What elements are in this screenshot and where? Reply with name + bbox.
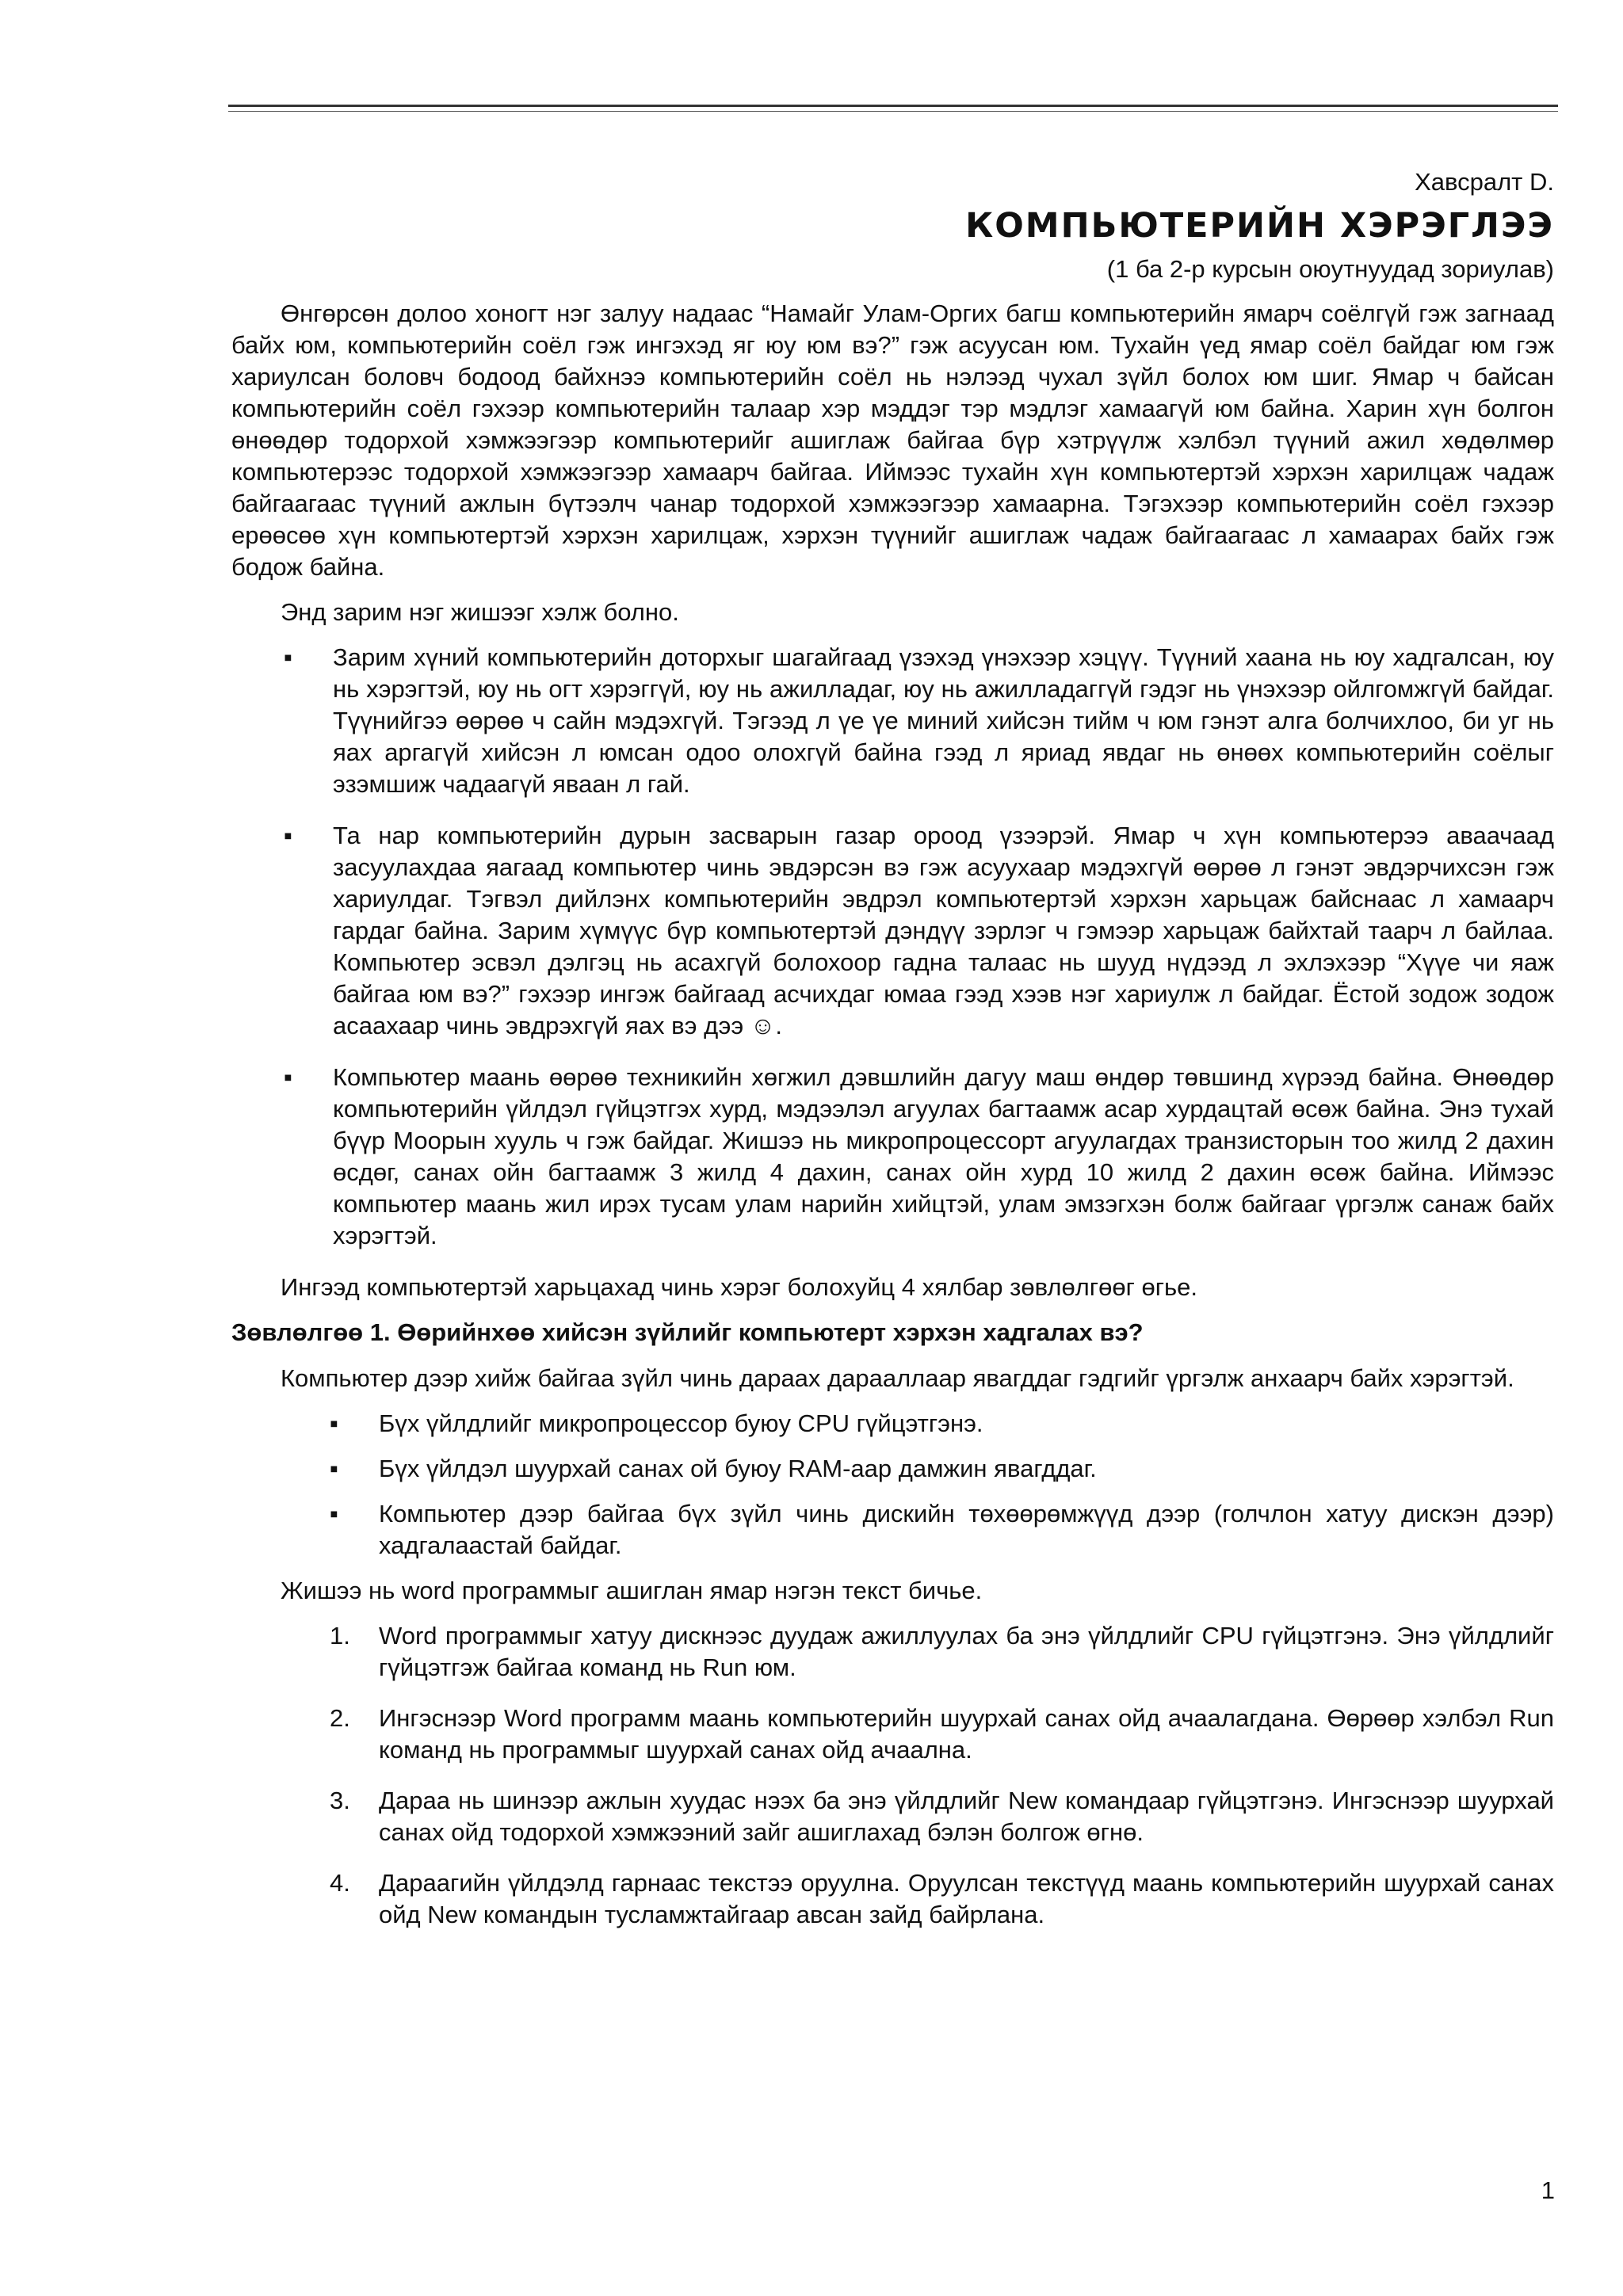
advice-1-intro: Компьютер дээр хийж байгаа зүйл чинь дараах дарааллаар явагддаг гэдгийг үргэлж анхаарч байх хэрэгтэй. <box>281 1364 1514 1392</box>
step-number: 2. <box>330 1704 350 1732</box>
list-item-text: Дараагийн үйлдэлд гарнаас текстээ оруулна. Оруулсан текстүүд маань компьютерийн шуурхай санах ойд New командын тусламжтайгаар авсан зайд байрлана. <box>379 1869 1554 1928</box>
list-item-text: Word программыг хатуу дискнээс дуудаж ажиллуулах ба энэ үйлдлийг CPU гүйцэтгэнэ. Энэ үйлдлийг гүйцэтгэж байгаа команд нь Run юм. <box>379 1622 1554 1681</box>
advice-1-heading: Зөвлөлгөө 1. Өөрийнхөө хийсэн зүйлийг компьютерт хэрхэн хадгалах вэ? <box>231 1318 1144 1346</box>
list-item <box>231 1453 1554 1485</box>
bullet-icon: ▪ <box>284 643 292 671</box>
list-item-text: Компьютер маань өөрөө техникийн хөгжил дэвшлийн дагуу маш өндөр төвшинд хүрээд байна. Өнөөдөр компьютерийн үйлдэл гүйцэтгэх хурд, мэдээлэл агуулах багтаамж асар хурдацтай өсөж байна. Энэ тухай бүүр Моорын хууль ч гэж байдаг. Жишээ нь микропроцессорт агуулагдах транзисторын тоо жилд 2 дахин өсдөг, санах ойн багтаамж 3 жилд 4 дахин, санах ойн хурд 10 жилд 2 дахин өсөж байна. Иймээс компьютер маань жил ирэх тусам улам нарийн хийцтэй, улам эмзэгхэн болж байгааг үргэлж санаж байх хэрэгтэй. <box>333 1063 1554 1249</box>
document-subtitle: (1 ба 2-р курсын оюутнуудад зориулав) <box>1106 255 1554 283</box>
list-item-text: Зарим хүний компьютерийн доторхыг шагайгаад үзэхэд үнэхээр хэцүү. Түүний хаана нь юу хадгалсан, юу нь хэрэгтэй, юу нь огт хэрэггүй, юу нь ажилладаг, юу нь ажилладаггүй гэдэг нь үнэхээр ойлгомжгүй байдаг. Түүнийгээ өөрөө ч сайн мэдэхгүй. Тэгээд л үе үе миний хийсэн тийм ч юм гэнэт алга болчихлоо, би уг нь яах аргагүй хийсэн л юмсан одоо олохгүй байна гээд л яриад явдаг нь өнөөх компьютерийн соёлыг эзэмшиж чадаагүй яваан л гай. <box>333 643 1554 798</box>
advice-1-example-intro: Жишээ нь word программыг ашиглан ямар нэгэн текст бичье. <box>281 1577 983 1604</box>
list-item <box>231 1498 1554 1562</box>
step-number: 4. <box>330 1869 350 1897</box>
document-page <box>231 166 1554 1950</box>
examples-closing: Ингээд компьютертэй харьцахад чинь хэрэг болохуйц 4 хялбар зөвлөлгөөг өгье. <box>281 1273 1198 1301</box>
intro-paragraph: Өнгөрсөн долоо хоногт нэг залуу надаас “Намайг Улам-Оргих багш компьютерийн ямарч соёлгүй гэж загнаад байх юм, компьютерийн соёл гэж ингэхэд яг юу юм вэ?” гэж асуусан юм. Тухайн үед ямар соёл байдаг юм гэж хариулсан боловч бодоод байхнээ компьютерийн соёл нь нэлээд чухал зүйл болох юм шиг. Ямар ч байсан компьютерийн соёл гэхээр компьютерийн талаар хэр мэддэг тэр мэдлэг хамаагүй юм байна. Харин хүн болгон өнөөдөр тодорхой хэмжээгээр компьютерийг ашиглаж байгаа бүр хэтрүүлж хэлбэл түүний ажил хөдөлмөр компьютерээс тодорхой хэмжээгээр хамаарч байгаа. Иймээс тухайн хүн компьютертэй хэрхэн харилцаж чадаж байгаагаас түүний ажлын бүтээлч чанар тодорхой хэмжээгээр хамаарна. Тэгэхээр компьютерийн соёл гэхээр ерөөсөө хүн компьютертэй хэрхэн харилцаж, хэрхэн түүнийг ашиглаж чадаж байгаагаас л хамаарах байх гэж бодож байна. <box>231 299 1554 581</box>
list-item <box>231 1620 1554 1684</box>
bullet-icon: ▪ <box>330 1455 338 1482</box>
examples-list <box>231 642 1554 1252</box>
list-item <box>231 1703 1554 1766</box>
list-item <box>231 1867 1554 1931</box>
step-number: 3. <box>330 1787 350 1814</box>
list-item <box>231 1785 1554 1848</box>
list-item <box>231 820 1554 1042</box>
advice-1-bullets <box>231 1408 1554 1562</box>
list-item <box>231 1062 1554 1252</box>
page-number: 1 <box>1541 2176 1555 2204</box>
advice-1-steps <box>231 1620 1554 1931</box>
list-item-text: Дараа нь шинээр ажлын хуудас нээх ба энэ үйлдлийг New командаар гүйцэтгэнэ. Ингэснээр шуурхай санах ойд тодорхой хэмжээний зайг ашиглахад бэлэн болгож өгнө. <box>379 1787 1554 1846</box>
list-item-text: Бүх үйлдэл шуурхай санах ой буюу RAM-аар дамжин явагддаг. <box>379 1455 1097 1482</box>
list-item-text: Компьютер дээр байгаа бүх зүйл чинь дискийн төхөөрөмжүүд дээр (голчлон хатуу дискэн дээр) хадгалаастай байдаг. <box>379 1500 1554 1559</box>
list-item <box>231 1408 1554 1440</box>
list-item <box>231 642 1554 800</box>
bullet-icon: ▪ <box>284 822 292 849</box>
bullet-icon: ▪ <box>284 1063 292 1091</box>
examples-intro: Энд зарим нэг жишээг хэлж болно. <box>281 598 679 626</box>
header-rule-thin <box>228 111 1558 112</box>
document-title: КОМПЬЮТЕРИЙН ХЭРЭГЛЭЭ <box>965 206 1554 246</box>
list-item-text: Та нар компьютерийн дурын засварын газар ороод үзээрэй. Ямар ч хүн компьютерээ аваачаад засуулахдаа яагаад компьютер чинь эвдэрсэн вэ гэж асуухаар мэдэхгүй өөрөө л гэнэт эвдэрчихсэн гэж хариулдаг. Тэгвэл дийлэнх компьютерийн эвдрэл компьютертэй хэрхэн харьцаж байснаас л хамаарч гардаг байна. Зарим хүмүүс бүр компьютертэй дэндүү зэрлэг ч гэмээр харьцаж байхтай таарч л байлаа. Компьютер эсвэл дэлгэц нь асахгүй болохоор гадна талаас нь шууд нүдээд л эхлэхээр “Хүүе чи яаж байгаа юм вэ?” гэхээр ингэж байгаад асчихдаг юмаа гээд хээв нэг хариулж л байдаг. Ёстой зодож зодож асаахаар чинь эвдрэхгүй яах вэ дээ ☺. <box>333 822 1554 1039</box>
step-number: 1. <box>330 1622 350 1650</box>
list-item-text: Ингэснээр Word программ маань компьютерийн шуурхай санах ойд ачаалагдана. Өөрөөр хэлбэл Run команд нь программыг шуурхай санах ойд ачаална. <box>379 1704 1554 1764</box>
bullet-icon: ▪ <box>330 1409 338 1437</box>
list-item-text: Бүх үйлдлийг микропроцессор буюу CPU гүйцэтгэнэ. <box>379 1409 983 1437</box>
bullet-icon: ▪ <box>330 1500 338 1527</box>
appendix-label: Хавсралт D. <box>1415 168 1554 196</box>
header-rule-thick <box>228 105 1558 107</box>
